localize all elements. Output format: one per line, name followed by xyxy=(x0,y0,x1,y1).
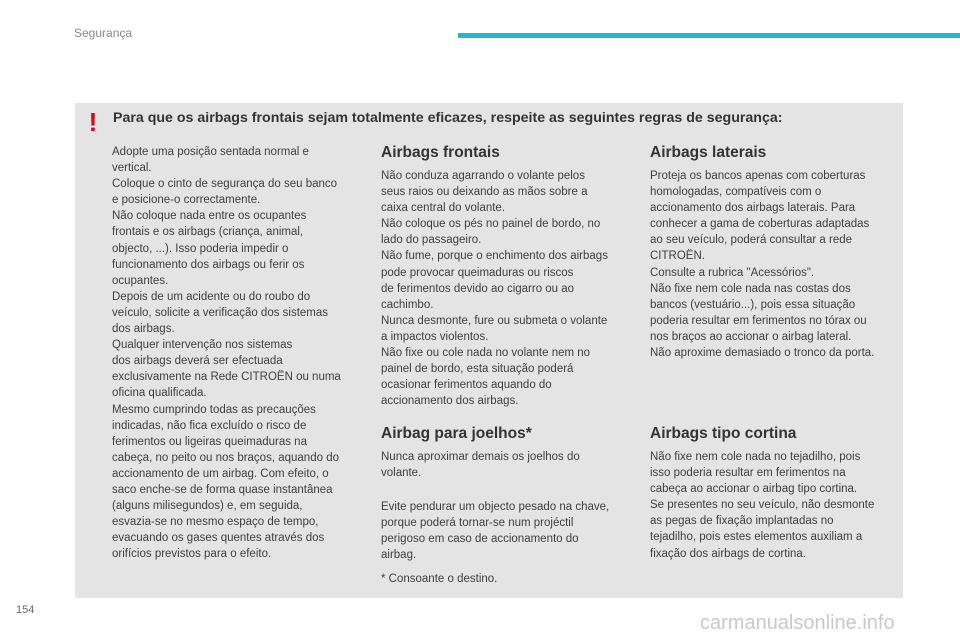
text-line: Qualquer intervenção nos sistemas xyxy=(112,339,293,352)
text-line: saco enche-se de forma quase instantânea xyxy=(112,483,333,496)
text-line: Consulte a rubrica "Acessórios". xyxy=(650,266,815,279)
text-line: Mesmo cumprindo todas as precauções xyxy=(112,403,316,416)
lateral-airbags-text xyxy=(650,168,900,361)
text-line: Depois de um acidente ou do roubo do xyxy=(112,290,311,303)
text-line: frontais e os airbags (criança, animal, xyxy=(112,226,304,239)
knee-airbag-text-2 xyxy=(381,499,651,563)
text-line: Não fume, porque o enchimento dos airbags xyxy=(381,250,608,263)
text-line: Evite pendurar um objecto pesado na chave, xyxy=(381,501,610,513)
lateral-airbags-heading: Airbags laterais xyxy=(650,144,767,161)
text-line: Não coloque os pés no painel de bordo, no xyxy=(381,218,601,231)
text-line: de ferimentos devido ao cigarro ou ao xyxy=(381,282,575,295)
text-line: Não fixe ou cole nada no volante nem no xyxy=(381,347,591,360)
text-line: dos airbags deverá ser efectuada xyxy=(112,355,283,368)
text-line: as pegas de fixação implantadas no xyxy=(650,515,834,528)
text-line: Se presentes no seu veículo, não desmonte xyxy=(650,499,875,512)
text-line: accionamento de um airbag. Com efeito, o xyxy=(112,467,329,480)
text-line: tejadilho, pois estes elementos auxiliam a xyxy=(650,531,863,544)
text-line: accionamento dos airbags. xyxy=(381,395,519,408)
panel-headline: Para que os airbags frontais sejam totalmente eficazes, respeite as seguintes regras de segurança: xyxy=(113,110,783,126)
text-line: ocupantes. xyxy=(112,274,169,287)
text-line: airbag. xyxy=(381,549,417,562)
text-line: painel de bordo, esta situação poderá xyxy=(381,363,574,376)
watermark: carmanualsonline.info xyxy=(700,612,895,634)
text-line: nos braços ao accionar o airbag lateral. xyxy=(650,330,852,343)
text-line: lado do passageiro. xyxy=(381,234,482,247)
frontal-airbags-heading: Airbags frontais xyxy=(381,144,500,161)
page-number: 154 xyxy=(16,604,35,616)
curtain-airbags-heading: Airbags tipo cortina xyxy=(650,425,797,442)
text-line: e posicione-o correctamente. xyxy=(112,194,261,207)
text-line: ao seu veículo, poderá consultar a rede xyxy=(650,234,853,247)
text-line: Não aproxime demasiado o tronco da porta. xyxy=(650,347,875,360)
text-line: dos airbags. xyxy=(112,323,175,336)
header-accent-bar xyxy=(458,33,960,38)
text-line: poderia resultar em ferimentos no tórax ou xyxy=(650,314,867,327)
text-line: Coloque o cinto de segurança do seu banco xyxy=(112,178,338,191)
text-line: orifícios previstos para o efeito. xyxy=(112,548,272,561)
footnote: * Consoante o destino. xyxy=(381,573,498,585)
text-line: ferimentos ou ligeiras queimaduras na xyxy=(112,435,307,448)
text-line: indicadas, não fica excluído o risco de xyxy=(112,419,307,432)
text-line: bancos (vestuário...), pois essa situação xyxy=(650,298,856,311)
text-line: Não coloque nada entre os ocupantes xyxy=(112,210,307,223)
text-line: pode provocar queimaduras ou riscos xyxy=(381,266,574,279)
exclamation-icon: ! xyxy=(88,107,98,137)
text-line: Proteja os bancos apenas com coberturas xyxy=(650,170,866,182)
text-line: vertical. xyxy=(112,162,152,175)
text-line: funcionamento dos airbags ou ferir os xyxy=(112,258,305,271)
text-line: isso poderia resultar em ferimentos na xyxy=(650,467,846,480)
intro-text xyxy=(112,144,362,562)
text-line: CITROËN. xyxy=(650,250,705,263)
text-line: Não fixe nem cole nada nas costas dos xyxy=(650,282,851,295)
text-line: volante. xyxy=(381,467,422,480)
curtain-airbags-text xyxy=(650,449,900,562)
text-line: oficina qualificada. xyxy=(112,387,207,400)
text-line: caixa central do volante. xyxy=(381,202,506,215)
text-line: perigoso em caso de accionamento do xyxy=(381,533,579,546)
text-line: accionamento dos airbags laterais. Para xyxy=(650,202,856,215)
text-line: exclusivamente na Rede CITROËN ou numa xyxy=(112,371,341,384)
text-line: ocasionar ferimentos aquando do xyxy=(381,379,552,392)
text-line: objecto, ...). Isso poderia impedir o xyxy=(112,242,289,255)
frontal-airbags-text xyxy=(381,168,631,409)
text-line: homologadas, compatíveis com o xyxy=(650,186,822,199)
text-line: Não conduza agarrando o volante pelos xyxy=(381,170,585,182)
text-line: esvazia-se no mesmo espaço de tempo, xyxy=(112,516,319,529)
text-line: fixação dos airbags de cortina. xyxy=(650,547,806,560)
text-line: conhecer a gama de coberturas adaptadas xyxy=(650,218,870,231)
text-line: Adopte uma posição sentada normal e xyxy=(112,146,309,158)
text-line: (alguns milisegundos) e, em seguida, xyxy=(112,500,303,513)
knee-airbag-text-1 xyxy=(381,449,641,481)
text-line: cabeça, no peito ou nos braços, aquando do xyxy=(112,451,339,464)
text-line: veículo, solicite a verificação dos sistemas xyxy=(112,306,329,319)
text-line: a impactos violentos. xyxy=(381,330,489,343)
section-title: Segurança xyxy=(74,26,133,40)
text-line: porque poderá tornar-se num projéctil xyxy=(381,517,574,530)
text-line: cabeça ao accionar o airbag tipo cortina. xyxy=(650,483,858,496)
text-line: evacuando os gases quentes através dos xyxy=(112,532,325,545)
knee-airbag-heading: Airbag para joelhos* xyxy=(381,425,532,442)
text-line: Nunca aproximar demais os joelhos do xyxy=(381,451,580,463)
text-line: seus raios ou deixando as mãos sobre a xyxy=(381,186,588,199)
text-line: cachimbo. xyxy=(381,298,434,311)
text-line: Nunca desmonte, fure ou submeta o volante xyxy=(381,314,608,327)
text-line: Não fixe nem cole nada no tejadilho, pois xyxy=(650,451,861,463)
